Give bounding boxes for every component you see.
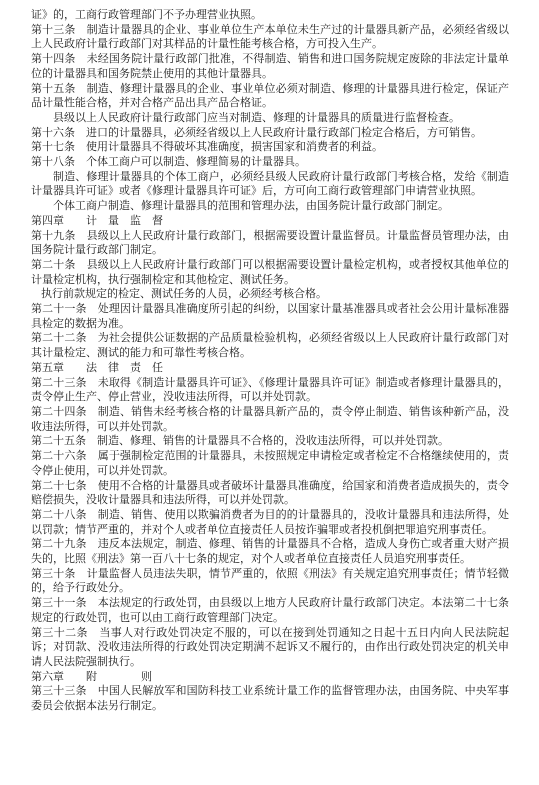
- article-32: 第三十二条 当事人对行政处罚决定不服的，可以在接到处罚通知之日起十五日内向人民法院起诉；对罚款、没收违法所得的行政处罚决定期满不起诉又不履行的，由作出行政处罚决定的机关申请人民法院强制执行。: [31, 625, 509, 668]
- chapter-6-heading: 第六章 附 则: [31, 669, 152, 683]
- article-29: 第二十九条 违反本法规定，制造、修理、销售的计量器具不合格，造成人身伤亡或者重大财产损失的，比照《刑法》第一百八十七条的规定，对个人或者单位直接责任人员追究刑事责任。: [31, 537, 509, 566]
- article-18: 第十八条 个体工商户可以制造、修理简易的计量器具。: [31, 155, 306, 169]
- article-23: 第二十三条 未取得《制造计量器具许可证》、《修理计量器具许可证》制造或者修理计量器具的，责令停止生产、停止营业，没收违法所得，可以并处罚款。: [31, 375, 509, 404]
- article-30: 第三十条 计量监督人员违法失职，情节严重的，依照《刑法》有关规定追究刑事责任；情节轻微的，给予行政处分。: [31, 566, 509, 595]
- chapter-5-heading: 第五章 法 律 责 任: [31, 360, 163, 374]
- article-26: 第二十六条 属于强制检定范围的计量器具，未按照规定申请检定或者检定不合格继续使用的，责令停止使用，可以并处罚款。: [31, 449, 509, 477]
- article-33: 第三十三条 中国人民解放军和国防科技工业系统计量工作的监督管理办法，由国务院、中央军事委员会依据本法另行制定。: [31, 684, 509, 713]
- article-18-clause-2: 制造、修理计量器具的个体工商户，必须经县级人民政府计量行政部门考核合格，发给《制造计量器具许可证》或者《修理计量器具许可证》后，方可向工商行政管理部门申请营业执照。: [31, 169, 509, 198]
- article-25: 第二十五条 制造、修理、销售的计量器具不合格的，没收违法所得，可以并处罚款。: [31, 434, 449, 448]
- article-31: 第三十一条 本法规定的行政处罚，由县级以上地方人民政府计量行政部门决定。本法第二十七条规定的行政处罚，也可以由工商行政管理部门决定。: [31, 596, 509, 624]
- article-24: 第二十四条 制造、销售未经考核合格的计量器具新产品的，责令停止制造、销售该种新产品，没收违法所得，可以并处罚款。: [31, 404, 509, 433]
- article-17: 第十七条 使用计量器具不得破坏其准确度，损害国家和消费者的利益。: [31, 140, 383, 154]
- article-20: 第二十条 县级以上人民政府计量行政部门可以根据需要设置计量检定机构，或者授权其他单位的计量检定机构，执行强制检定和其他检定、测试任务。: [31, 257, 509, 286]
- article-15: 第十五条 制造、修理计量器具的企业、事业单位必须对制造、修理的计量器具进行检定，保证产品计量性能合格，并对合格产品出具产品合格证。: [31, 81, 509, 110]
- article-27: 第二十七条 使用不合格的计量器具或者破坏计量器具准确度，给国家和消费者造成损失的，责令赔偿损失，没收计量器具和违法所得，可以并处罚款。: [31, 478, 509, 507]
- article-18-clause-3: 个体工商户制造、修理计量器具的范围和管理办法，由国务院计量行政部门制定。: [53, 199, 449, 213]
- article-20-clause-2: 执行前款规定的检定、测试任务的人员，必须经考核合格。: [41, 287, 327, 301]
- article-21: 第二十一条 处理因计量器具准确度所引起的纠纷，以国家计量基准器具或者社会公用计量标准器具检定的数据为准。: [31, 302, 509, 330]
- article-28: 第二十八条 制造、销售、使用以欺骗消费者为目的的计量器具的，没收计量器具和违法所得，处以罚款；情节严重的，并对个人或者单位直接责任人员按诈骗罪或者投机倒把罪追究刑事责任。: [31, 507, 509, 536]
- article-22: 第二十二条 为社会提供公证数据的产品质量检验机构，必须经省级以上人民政府计量行政部门对其计量检定、测试的能力和可靠性考核合格。: [31, 331, 509, 360]
- article-14: 第十四条 未经国务院计量行政部门批准，不得制造、销售和进口国务院规定废除的非法定计量单位的计量器具和国务院禁止使用的其他计量器具。: [31, 52, 509, 80]
- article-19: 第十九条 县级以上人民政府计量行政部门，根据需要设置计量监督员。计量监督员管理办法，由国务院计量行政部门制定。: [31, 228, 509, 257]
- article-13: 第十三条 制造计量器具的企业、事业单位生产本单位未生产过的计量器具新产品，必须经省级以上人民政府计量行政部门对其样品的计量性能考核合格，方可投入生产。: [31, 22, 509, 51]
- article-16: 第十六条 进口的计量器具，必须经省级以上人民政府计量行政部门检定合格后，方可销售。: [31, 125, 482, 139]
- article-15-clause-2: 县级以上人民政府计量行政部门应当对制造、修理的计量器具的质量进行监督检查。: [53, 110, 460, 124]
- chapter-4-heading: 第四章 计 量 监 督: [31, 213, 163, 227]
- paragraph-continuation: 证》的，工商行政管理部门不予办理营业执照。: [31, 8, 262, 21]
